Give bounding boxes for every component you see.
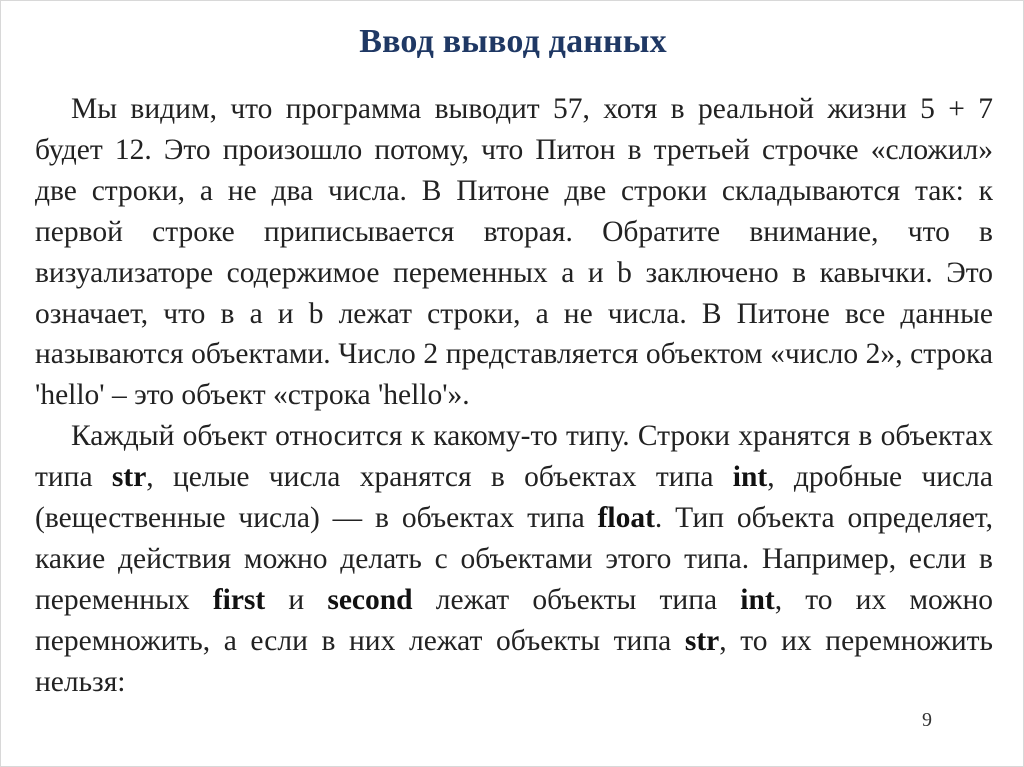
paragraph-2-text: , то их можно перемножить, а если в них лежат объекты типа [35, 583, 993, 657]
paragraph-2-text: . Тип объекта определяет, какие действия можно делать с объектами этого типа. Например, если в переменных [35, 502, 993, 616]
paragraph-2-text: лежат объекты типа [412, 583, 741, 616]
slide-title: Ввод вывод данных [359, 23, 667, 60]
variable-keyword: first [212, 583, 266, 616]
type-keyword: float [597, 502, 655, 535]
type-keyword: str [684, 624, 720, 657]
slide-body [35, 89, 993, 703]
type-keyword: str [111, 461, 147, 494]
paragraph-2-text: Каждый объект относится к какому-то типу. Строки хранятся в объектах типа [35, 420, 993, 494]
page-number: 9 [922, 709, 932, 731]
paragraph-2-text: , целые числа хранятся в объектах типа [146, 461, 733, 494]
type-keyword: int [732, 461, 768, 494]
paragraph-2-text: , то их перемножить нельзя: [35, 624, 994, 698]
variable-keyword: second [327, 583, 413, 616]
paragraph-1: Мы видим, что программа выводит 57, хотя в реальной жизни 5 + 7 будет 12. Это произошло потому, что Питон в третьей строчке «сложил» две строки, а не два числа. В Питоне две строки складываются так: к первой строке приписывается вторая. Обратите внимание, что в визуализаторе содержимое переменных a и b заключено в кавычки. Это означает, что в a и b лежат строки, а не числа. В Питоне все данные называются объектами. Число 2 представляется объектом «число 2», строка 'hello' – это объект «строка 'hello'». [35, 93, 993, 412]
type-keyword: int [740, 583, 775, 616]
paragraph-2 [35, 416, 993, 702]
paragraph-2-text: и [265, 583, 328, 616]
paragraph-2-text: , дробные числа (вещественные числа) — в объектах типа [35, 461, 993, 535]
